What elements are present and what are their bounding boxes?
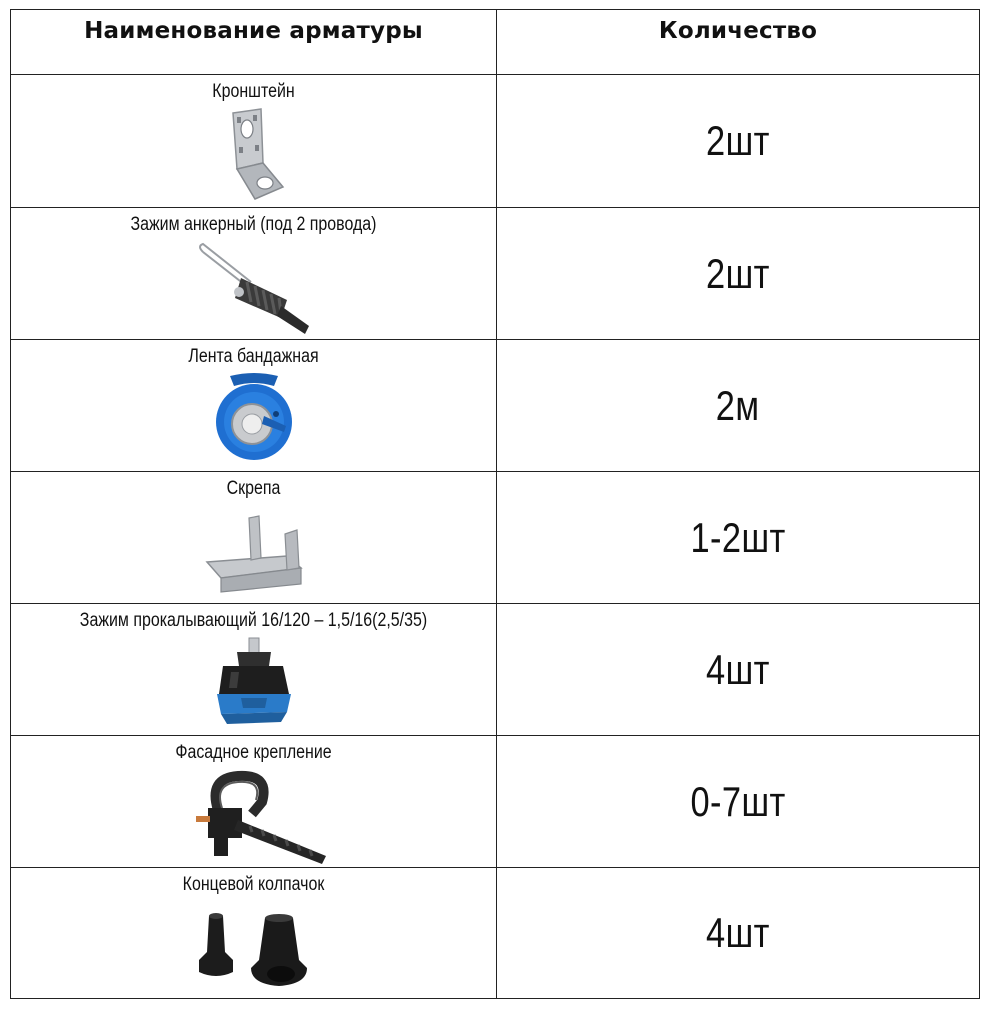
- cell-quantity: [497, 208, 979, 339]
- item-name: Фасадное крепление: [175, 742, 332, 763]
- item-name: Зажим анкерный (под 2 провода): [130, 214, 377, 235]
- piercing-clamp-icon: [211, 636, 297, 728]
- table-header-row: [11, 10, 979, 75]
- item-name: Концевой колпачок: [182, 874, 325, 895]
- banding-tape-reel-icon: [212, 372, 296, 464]
- cell-name: [11, 868, 497, 998]
- table-row: [11, 75, 979, 208]
- facade-mount-icon: [178, 770, 330, 866]
- anchor-clamp-icon: [189, 242, 319, 336]
- table-row: [11, 868, 979, 998]
- item-quantity: 4шт: [706, 645, 770, 693]
- header-cell-name: [11, 10, 497, 74]
- header-quantity-label: Количество: [658, 18, 818, 44]
- cell-name: [11, 604, 497, 735]
- header-cell-quantity: [497, 10, 979, 74]
- cell-name: [11, 208, 497, 339]
- item-quantity: 1-2шт: [690, 513, 786, 561]
- item-name: Кронштейн: [212, 81, 295, 102]
- buckle-clip-icon: [201, 512, 307, 594]
- table-row: [11, 472, 979, 604]
- item-quantity: 4шт: [706, 909, 770, 956]
- item-name: Зажим прокалывающий 16/120 – 1,5/16(2,5/35): [79, 610, 428, 631]
- table-row: [11, 340, 979, 472]
- cell-name: [11, 472, 497, 603]
- fittings-table: [10, 9, 980, 999]
- item-quantity: 0-7шт: [690, 777, 786, 825]
- cell-quantity: [497, 868, 979, 998]
- cell-quantity: [497, 604, 979, 735]
- cell-name: [11, 75, 497, 207]
- cell-quantity: [497, 75, 979, 207]
- table-row: [11, 736, 979, 868]
- item-quantity: 2шт: [706, 249, 770, 297]
- cell-quantity: [497, 736, 979, 867]
- bracket-icon: [219, 107, 289, 203]
- end-cap-icon: [189, 908, 319, 990]
- header-name-label: Наименование арматуры: [84, 18, 423, 44]
- item-name: Лента бандажная: [188, 346, 319, 367]
- table-row: [11, 604, 979, 736]
- table-row: [11, 208, 979, 340]
- cell-quantity: [497, 340, 979, 471]
- cell-name: [11, 736, 497, 867]
- item-name: Скрепа: [226, 478, 281, 499]
- cell-name: [11, 340, 497, 471]
- item-quantity: 2шт: [706, 117, 770, 164]
- item-quantity: 2м: [716, 381, 760, 429]
- cell-quantity: [497, 472, 979, 603]
